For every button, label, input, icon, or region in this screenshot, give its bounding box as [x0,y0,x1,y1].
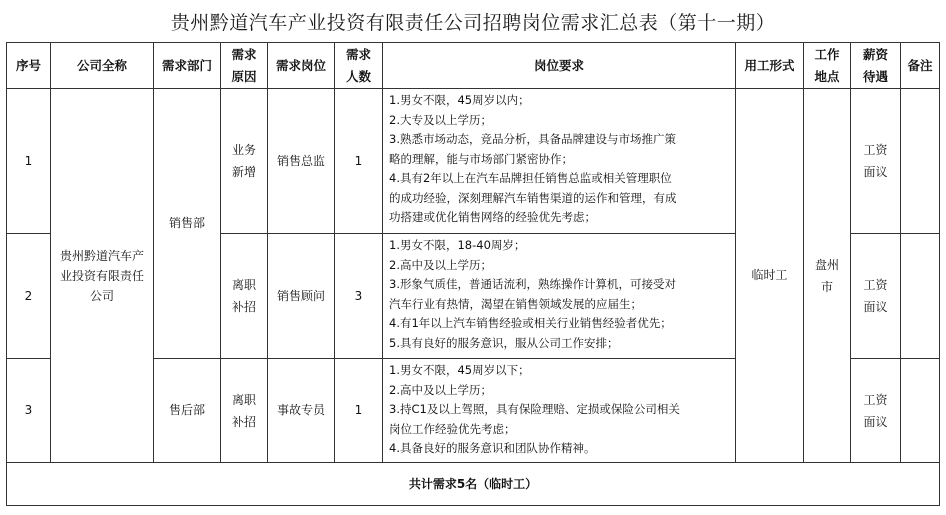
position-cell: 事故专员 [268,359,335,463]
requirement-line: 略的理解，能与市场部门紧密协作； [389,151,573,166]
seq-cell: 3 [7,359,51,463]
dept-cell: 售后部 [154,359,221,463]
header-requirements: 岗位要求 [383,43,736,89]
requirement-line: 1.男女不限，45周岁以内； [389,93,530,107]
requirement-line: 1.男女不限，18-40周岁； [389,238,526,252]
count-cell: 3 [335,234,383,359]
requirement-line: 3.熟悉市场动态，竞品分析，具备品牌建设与市场推广策 [389,132,676,146]
requirement-line: 功搭建或优化销售网络的经验优先考虑； [389,210,596,224]
requirement-line: 3.持C1及以上驾照，具有保险理赔、定损或保险公司相关 [389,402,680,416]
requirements-cell [383,89,736,234]
salary-cell: 工资面议 [851,234,901,359]
position-cell: 销售总监 [268,89,335,234]
header-remark: 备注 [901,43,940,89]
requirement-line: 汽车行业有热情，渴望在销售领域发展的应届生； [389,296,642,311]
requirement-line: 4.具有2年以上在汽车品牌担任销售总监或相关管理职位 [389,171,672,185]
header-location: 工作地点 [804,43,851,89]
seq-cell: 2 [7,234,51,359]
requirement-line: 的成功经验，深刻理解汽车销售渠道的运作和管理，有成 [389,190,677,205]
count-cell: 1 [335,89,383,234]
header-count: 需求人数 [335,43,383,89]
requirement-line: 2.高中及以上学历； [389,382,492,397]
salary-cell: 工资面议 [851,359,901,463]
requirement-line: 岗位工作经验优先考虑； [389,421,516,436]
requirement-line: 1.男女不限，45周岁以下； [389,363,530,377]
table-row [7,89,940,234]
seq-cell: 1 [7,89,51,234]
header-row [7,43,940,89]
requirements-cell [383,359,736,463]
dept-cell: 销售部 [154,89,221,359]
total-cell: 共计需求5名（临时工） [7,463,940,506]
requirements-cell [383,234,736,359]
header-salary: 薪资待遇 [851,43,901,89]
employment-cell: 临时工 [736,89,804,463]
count-cell: 1 [335,359,383,463]
requirement-line: 2.高中及以上学历； [389,257,492,272]
total-row [7,463,940,506]
location-cell: 盘州市 [804,89,851,463]
header-position: 需求岗位 [268,43,335,89]
reason-cell: 业务新增 [221,89,268,234]
requirement-line: 2.大专及以上学历； [389,112,492,127]
header-dept: 需求部门 [154,43,221,89]
remark-cell [901,234,940,359]
company-cell: 贵州黔道汽车产业投资有限责任公司 [51,89,154,463]
remark-cell [901,359,940,463]
recruitment-table [6,42,940,506]
page-title: 贵州黔道汽车产业投资有限责任公司招聘岗位需求汇总表（第十一期） [170,11,776,34]
header-company: 公司全称 [51,43,154,89]
requirement-line: 4.有1年以上汽车销售经验或相关行业销售经验者优先； [389,316,672,330]
header-seq: 序号 [7,43,51,89]
header-employment: 用工形式 [736,43,804,89]
salary-cell: 工资面议 [851,89,901,234]
requirement-line: 3.形象气质佳，普通话流利，熟练操作计算机，可接受对 [389,277,676,291]
position-cell: 销售顾问 [268,234,335,359]
requirement-line: 4.具备良好的服务意识和团队协作精神。 [389,441,596,455]
requirement-line: 5.具有良好的服务意识，服从公司工作安排； [389,335,619,350]
remark-cell [901,89,940,234]
reason-cell: 离职补招 [221,234,268,359]
header-reason: 需求原因 [221,43,268,89]
reason-cell: 离职补招 [221,359,268,463]
